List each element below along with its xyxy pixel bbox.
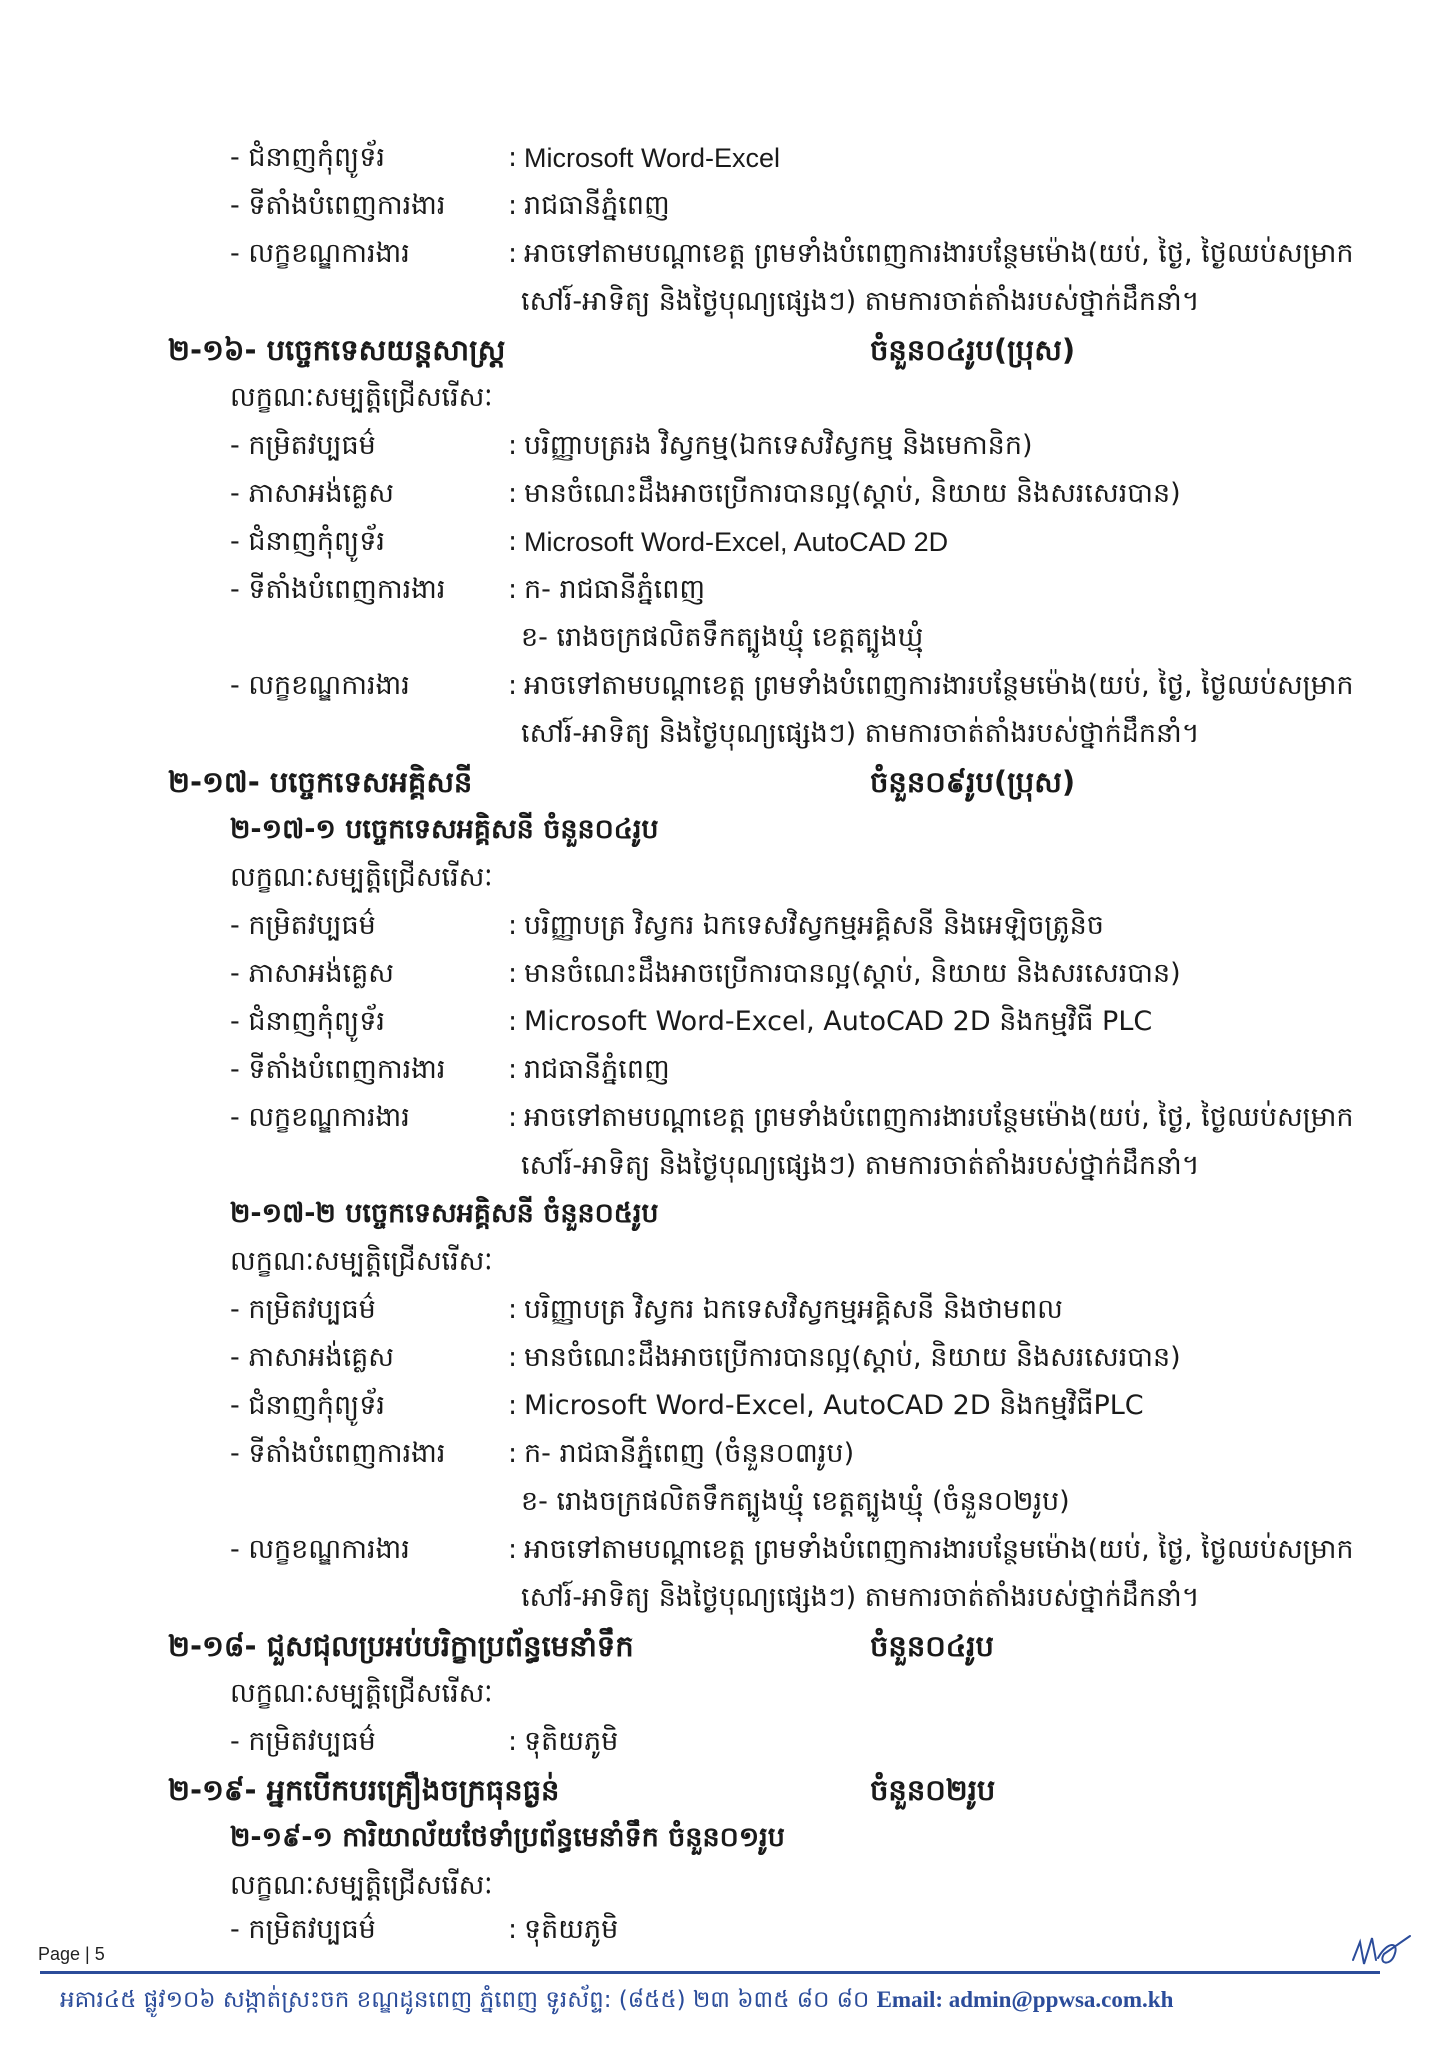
conditions-line-2: សៅរ៍-អាទិត្យ និងថ្ងៃបុណ្យផ្សេងៗ) តាមការចាត់តាំងរបស់ថ្នាក់ដឹកនាំ។ <box>521 286 1200 317</box>
education-label: - កម្រិតវប្បធម៌ <box>230 1914 376 1945</box>
workplace-label: - ទីតាំងបំពេញការងារ <box>230 574 446 605</box>
footer-divider <box>40 1971 1380 1974</box>
computer-skill-value: Microsoft Word-Excel, AutoCAD 2D និងកម្មវិធី PLC <box>524 1006 1153 1037</box>
conditions-label: - លក្ខខណ្ឌការងារ <box>230 670 410 701</box>
workplace-label: - ទីតាំងបំពេញការងារ <box>230 190 446 221</box>
section-2-17-count: ចំនួន០៩រូប(ប្រុស) <box>870 765 1076 799</box>
education-value: បរិញ្ញាបត្ររង វិស្វកម្ម(ឯកទេសវិស្វកម្ម និងមេកានិក) <box>524 430 1033 461</box>
workplace-value: រាជធានីភ្នំពេញ <box>524 1054 670 1085</box>
education-label: - កម្រិតវប្បធម៌ <box>230 1726 376 1757</box>
workplace-label: - ទីតាំងបំពេញការងារ <box>230 1054 446 1085</box>
subsection-2-19-1-title: ២-១៩-១ ការិយាល័យថែទាំប្រព័ន្ធមេនាំទឹក ចំនួន០១រូប <box>230 1822 785 1853</box>
criteria-heading: លក្ខណៈសម្បត្តិជ្រើសរើសៈ <box>230 1870 493 1901</box>
english-label: - ភាសាអង់គ្លេស <box>230 1342 395 1373</box>
subsection-2-17-1-title: ២-១៧-១ បច្ចេកទេសអគ្គិសនី ចំនួន០៤រូប <box>230 814 659 845</box>
workplace-value-1: ក- រាជធានីភ្នំពេញ (ចំនួន០៣រូប) <box>524 1438 855 1469</box>
conditions-line-2: សៅរ៍-អាទិត្យ និងថ្ងៃបុណ្យផ្សេងៗ) តាមការចាត់តាំងរបស់ថ្នាក់ដឹកនាំ។ <box>521 718 1200 749</box>
conditions-label: - លក្ខខណ្ឌការងារ <box>230 238 410 269</box>
conditions-line-2: សៅរ៍-អាទិត្យ និងថ្ងៃបុណ្យផ្សេងៗ) តាមការចាត់តាំងរបស់ថ្នាក់ដឹកនាំ។ <box>521 1150 1200 1181</box>
footer-email: Email: admin@ppwsa.com.kh <box>876 1987 1174 2012</box>
education-value: ទុតិយភូមិ <box>524 1914 619 1945</box>
conditions-line-2: សៅរ៍-អាទិត្យ និងថ្ងៃបុណ្យផ្សេងៗ) តាមការចាត់តាំងរបស់ថ្នាក់ដឹកនាំ។ <box>521 1582 1200 1613</box>
section-2-19-title: ២-១៩- អ្នកបើកបរគ្រឿងចក្រធុនធ្ងន់ <box>168 1773 560 1807</box>
section-2-19-count: ចំនួន០២រូប <box>870 1773 996 1807</box>
computer-skill-label: - ជំនាញកុំព្យូទ័រ <box>230 142 385 173</box>
conditions-line-1: អាចទៅតាមបណ្តាខេត្ត ព្រមទាំងបំពេញការងារបន្ថែមម៉ោង(យប់, ថ្ងៃ, ថ្ងៃឈប់សម្រាក <box>524 238 1354 269</box>
english-value: មានចំណេះដឹងអាចប្រើការបានល្អ(ស្តាប់, និយាយ និងសរសេរបាន) <box>524 958 1181 989</box>
conditions-line-1: អាចទៅតាមបណ្តាខេត្ត ព្រមទាំងបំពេញការងារបន្ថែមម៉ោង(យប់, ថ្ងៃ, ថ្ងៃឈប់សម្រាក <box>524 1102 1354 1133</box>
subsection-2-17-2-title: ២-១៧-២ បច្ចេកទេសអគ្គិសនី ចំនួន០៥រូប <box>230 1198 659 1229</box>
document-page: - ជំនាញកុំព្យូទ័រ : Microsoft Word-Excel - ទីតាំងបំពេញការងារ : រាជធានីភ្នំពេញ - លក្ខខណ្ឌការងារ : អាចទៅតាមបណ្តាខេត្ត ព្រមទាំងបំពេញការងារបន្ថែមម៉ោង(យប់, ថ្ងៃ, ថ្ងៃឈប់សម្រាក សៅរ៍-អាទិត្យ និងថ្ងៃបុណ្យផ្សេងៗ) តាមការចាត់តាំងរបស់ថ្នាក់ដឹកនាំ។ ២-១៦- បច្ចេកទេសយន្តសាស្ត្រ ចំនួន០៤រូប(ប្រុស) លក្ខណៈសម្បត្តិជ្រើសរើសៈ - កម្រិតវប្បធម៌ : បរិញ្ញាបត្ររង វិស្វកម្ម(ឯកទេសវិស្វកម្ម និងមេកានិក) - ភាសាអង់គ្លេស : មានចំណេះដឹងអាចប្រើការបានល្អ(ស្តាប់, និយាយ និងសរសេរបាន) - ជំនាញកុំព្យូទ័រ : Microsoft Word-Excel, AutoCAD 2D - ទីតាំងបំពេញការងារ : ក- រាជធានីភ្នំពេញ ខ- រោងចក្រផលិតទឹកត្បូងឃ្មុំ ខេត្តត្បូងឃ្មុំ - លក្ខខណ្ឌការងារ : អាចទៅតាមបណ្តាខេត្ត ព្រមទាំងបំពេញការងារបន្ថែមម៉ោង(យប់, ថ្ងៃ, ថ្ងៃឈប់សម្រាក សៅរ៍-អាទិត្យ និងថ្ងៃបុណ្យផ្សេងៗ) តាមការចាត់តាំងរបស់ថ្នាក់ដឹកនាំ។ ២-១៧- បច្ចេកទេសអគ្គិសនី ចំនួន០៩រូប(ប្រុស) ២-១៧-១ បច្ចេកទេសអគ្គិសនី ចំនួន០៤រូប លក្ខណៈសម្បត្តិជ្រើសរើសៈ - កម្រិតវប្បធម៌ : បរិញ្ញាបត្រ វិស្វករ ឯកទេសវិស្វកម្មអគ្គិសនី និងអេឡិចត្រូនិច - ភាសាអង់គ្លេស : មានចំណេះដឹងអាចប្រើការបានល្អ(ស្តាប់, និយាយ និងសរសេរបាន) - ជំនាញកុំព្យូទ័រ : Microsoft Word-Excel, AutoCAD 2D និងកម្មវិធី PLC - ទីតាំងបំពេញការងារ : រាជធានីភ្នំពេញ - លក្ខខណ្ឌការងារ : អាចទៅតាមបណ្តាខេត្ត ព្រមទាំងបំពេញការងារបន្ថែមម៉ោង(យប់, ថ្ងៃ, ថ្ងៃឈប់សម្រាក សៅរ៍-អាទិត្យ និងថ្ងៃបុណ្យផ្សេងៗ) តាមការចាត់តាំងរបស់ថ្នាក់ដឹកនាំ។ ២-១៧-២ បច្ចេកទេសអគ្គិសនី ចំនួន០៥រូប លក្ខណៈសម្បត្តិជ្រើសរើសៈ - កម្រិតវប្បធម៌ : បរិញ្ញាបត្រ វិស្វករ ឯកទេសវិស្វកម្មអគ្គិសនី និងថាមពល - ភាសាអង់គ្លេស : មានចំណេះដឹងអាចប្រើការបានល្អ(ស្តាប់, និយាយ និងសរសេរបាន) - ជំនាញកុំព្យូទ័រ : Microsoft Word-Excel, AutoCAD 2D និងកម្មវិធីPLC - ទីតាំងបំពេញការងារ : ក- រាជធានីភ្នំពេញ (ចំនួន០៣រូប) ខ- រោងចក្រផលិតទឹកត្បូងឃ្មុំ ខេត្តត្បូងឃ្មុំ (ចំនួន០២រូប) - លក្ខខណ្ឌការងារ : អាចទៅតាមបណ្តាខេត្ត ព្រមទាំងបំពេញការងារបន្ថែមម៉ោង(យប់, ថ្ងៃ, ថ្ងៃឈប់សម្រាក សៅរ៍-អាទិត្យ និងថ្ងៃបុណ្យផ្សេងៗ) តាមការចាត់តាំងរបស់ថ្នាក់ដឹកនាំ។ ២-១៨- ជួសជុលប្រអប់បរិក្ខាប្រព័ន្ធមេនាំទឹក ចំនួន០៤រូប លក្ខណៈសម្បត្តិជ្រើសរើសៈ - កម្រិតវប្បធម៌ : ទុតិយភូមិ ២-១៩- អ្នកបើកបរគ្រឿងចក្រធុនធ្ងន់ ចំនួន០២រូប ២-១៩-១ ការិយាល័យថែទាំប្រព័ន្ធមេនាំទឹក ចំនួន០១រូប លក្ខណៈសម្បត្តិជ្រើសរើសៈ - កម្រិតវប្បធម៌ : ទុតិយភូមិ Page | 5 អគារ៤៥ ផ្លូវ១០៦ សង្កាត់ស្រះចក ខណ្ឌដូនពេញ ភ្នំពេញ ទូរស័ព្ទ: (៨៥៥) ២៣ ៦៣៥ ៨០ ៨០ Email: admin@ppwsa.com.kh <box>0 0 1448 2048</box>
section-2-16-count: ចំនួន០៤រូប(ប្រុស) <box>870 333 1076 367</box>
workplace-value-2: ខ- រោងចក្រផលិតទឹកត្បូងឃ្មុំ ខេត្តត្បូងឃ្មុំ (ចំនួន០២រូប) <box>521 1486 1070 1517</box>
criteria-heading: លក្ខណៈសម្បត្តិជ្រើសរើសៈ <box>230 382 493 413</box>
conditions-line-1: អាចទៅតាមបណ្តាខេត្ត ព្រមទាំងបំពេញការងារបន្ថែមម៉ោង(យប់, ថ្ងៃ, ថ្ងៃឈប់សម្រាក <box>524 670 1354 701</box>
footer-address: អគារ៤៥ ផ្លូវ១០៦ សង្កាត់ស្រះចក ខណ្ឌដូនពេញ ភ្នំពេញ ទូរស័ព្ទ: (៨៥៥) ២៣ ៦៣៥ ៨០ ៨០ <box>60 1987 870 2013</box>
education-value: បរិញ្ញាបត្រ វិស្វករ ឯកទេសវិស្វកម្មអគ្គិសនី និងអេឡិចត្រូនិច <box>524 910 1104 941</box>
english-label: - ភាសាអង់គ្លេស <box>230 958 395 989</box>
english-value: មានចំណេះដឹងអាចប្រើការបានល្អ(ស្តាប់, និយាយ និងសរសេរបាន) <box>524 1342 1181 1373</box>
section-2-17-title: ២-១៧- បច្ចេកទេសអគ្គិសនី <box>168 765 473 799</box>
computer-skill-value: Microsoft Word-Excel, AutoCAD 2D <box>524 527 949 557</box>
education-value: បរិញ្ញាបត្រ វិស្វករ ឯកទេសវិស្វកម្មអគ្គិសនី និងថាមពល <box>524 1294 1063 1325</box>
conditions-label: - លក្ខខណ្ឌការងារ <box>230 1534 410 1565</box>
education-label: - កម្រិតវប្បធម៌ <box>230 1294 376 1325</box>
page-number: Page | 5 <box>38 1944 105 1964</box>
computer-skill-value: Microsoft Word-Excel <box>524 143 781 173</box>
criteria-heading: លក្ខណៈសម្បត្តិជ្រើសរើសៈ <box>230 1678 493 1709</box>
education-value: ទុតិយភូមិ <box>524 1726 619 1757</box>
computer-skill-label: - ជំនាញកុំព្យូទ័រ <box>230 1390 385 1421</box>
computer-skill-label: - ជំនាញកុំព្យូទ័រ <box>230 1006 385 1037</box>
workplace-value-1: ក- រាជធានីភ្នំពេញ <box>524 574 706 605</box>
section-2-16-title: ២-១៦- បច្ចេកទេសយន្តសាស្ត្រ <box>168 333 506 367</box>
section-2-18-title: ២-១៨- ជួសជុលប្រអប់បរិក្ខាប្រព័ន្ធមេនាំទឹក <box>168 1629 634 1663</box>
criteria-heading: លក្ខណៈសម្បត្តិជ្រើសរើសៈ <box>230 862 493 893</box>
workplace-value: រាជធានីភ្នំពេញ <box>524 190 670 221</box>
education-label: - កម្រិតវប្បធម៌ <box>230 910 376 941</box>
section-2-18-count: ចំនួន០៤រូប <box>870 1629 994 1663</box>
computer-skill-value: Microsoft Word-Excel, AutoCAD 2D និងកម្មវិធីPLC <box>524 1390 1144 1421</box>
workplace-value-2: ខ- រោងចក្រផលិតទឹកត្បូងឃ្មុំ ខេត្តត្បូងឃ្មុំ <box>521 622 924 653</box>
computer-skill-label: - ជំនាញកុំព្យូទ័រ <box>230 526 385 557</box>
conditions-line-1: អាចទៅតាមបណ្តាខេត្ត ព្រមទាំងបំពេញការងារបន្ថែមម៉ោង(យប់, ថ្ងៃ, ថ្ងៃឈប់សម្រាក <box>524 1534 1354 1565</box>
education-label: - កម្រិតវប្បធម៌ <box>230 430 376 461</box>
conditions-label: - លក្ខខណ្ឌការងារ <box>230 1102 410 1133</box>
english-value: មានចំណេះដឹងអាចប្រើការបានល្អ(ស្តាប់, និយាយ និងសរសេរបាន) <box>524 478 1181 509</box>
english-label: - ភាសាអង់គ្លេស <box>230 478 395 509</box>
criteria-heading: លក្ខណៈសម្បត្តិជ្រើសរើសៈ <box>230 1246 493 1277</box>
workplace-label: - ទីតាំងបំពេញការងារ <box>230 1438 446 1469</box>
footer-address-line <box>60 1986 1173 2019</box>
